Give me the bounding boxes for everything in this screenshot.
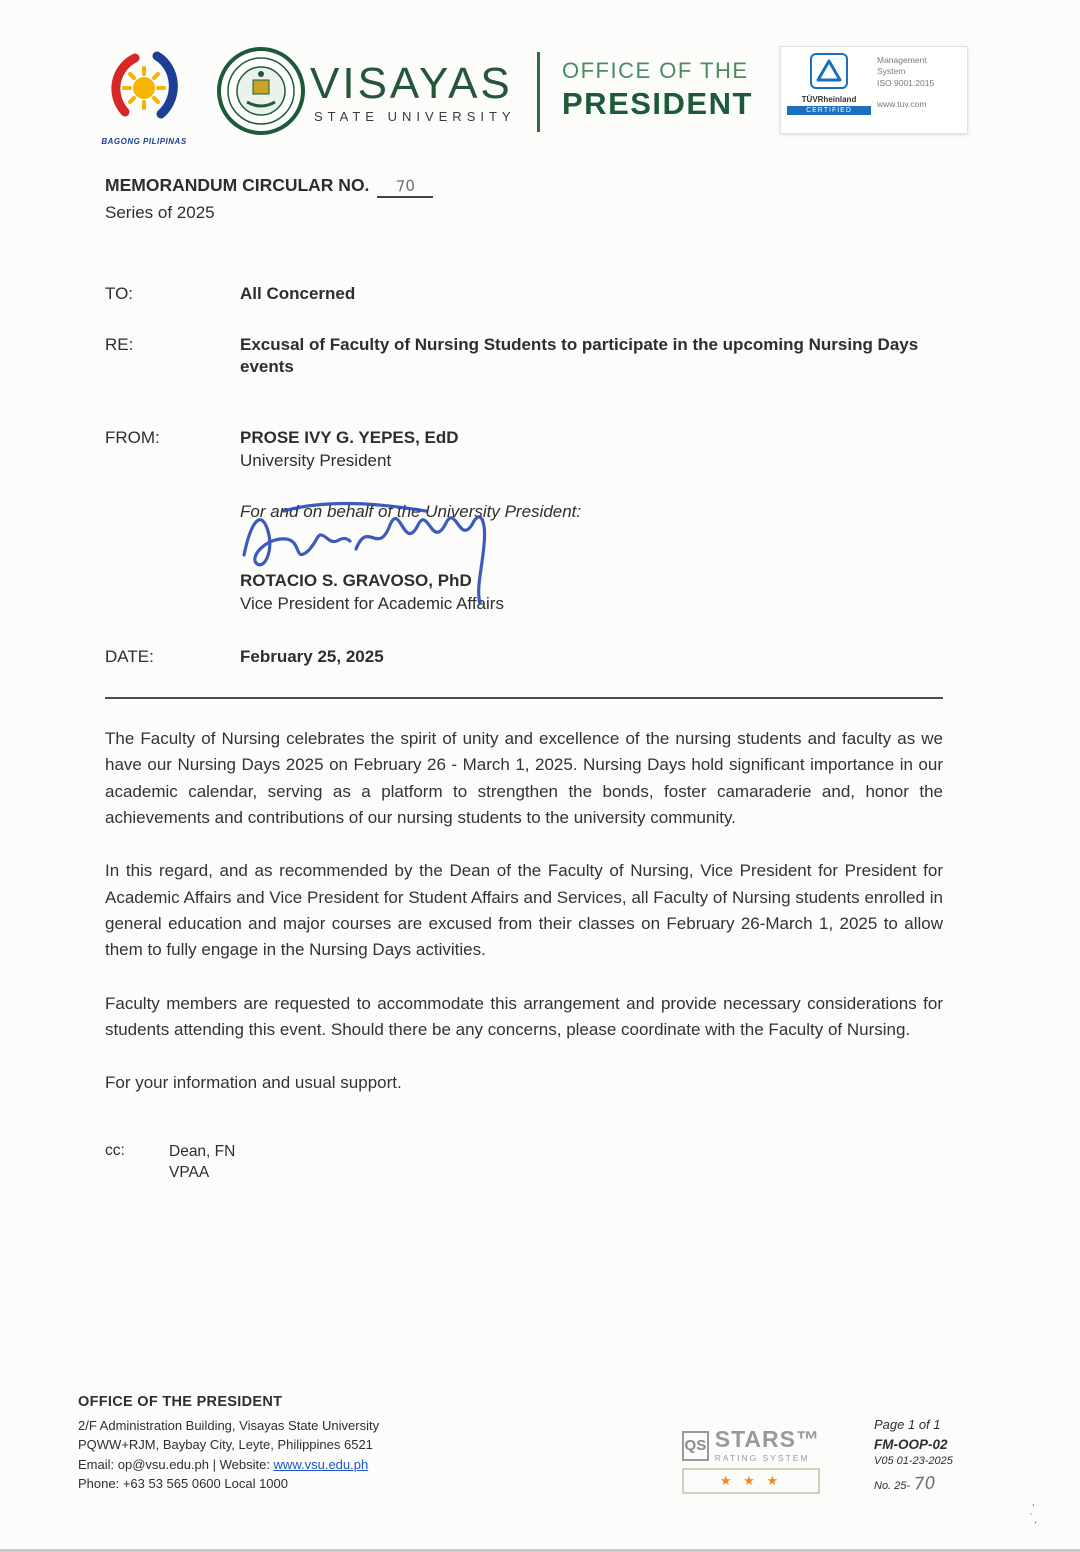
office-title-block [562,58,753,122]
to-value: All Concerned [240,283,356,303]
university-name: VISAYAS [310,59,513,108]
control-number-line [874,1472,953,1497]
office-line2: PRESIDENT [562,86,753,121]
control-number-label: No. 25- [874,1480,911,1493]
from-title: University President [240,451,392,471]
paragraph-3: Faculty members are requested to accommodate this arrangement and provide necessary considerations for students attending this event. Should there be any concerns, please coordinate with the Faculty of Nursing. [105,993,943,1040]
tuv-brand-label: TÜVRheinland [801,95,857,104]
tuv-url: www.tuv.com [877,99,927,110]
paragraph-4: For your information and usual support. [105,1073,402,1093]
circular-number-slot [377,172,433,198]
footer-contact-line [78,1455,379,1475]
from-label: FROM: [105,428,160,448]
form-code: FM-OOP-02 [874,1436,948,1452]
letterhead-divider [537,52,540,132]
cc-item-1: Dean, FN [169,1142,236,1160]
to-label: TO: [105,283,134,303]
footer-address-line1: 2/F Administration Building, Visayas State University [78,1417,380,1433]
control-number-value: 70 [913,1473,937,1495]
behalf-note: For and on behalf of the University President: [240,502,582,522]
cc-item-2: VPAA [169,1164,210,1182]
to-row [105,283,943,306]
from-row [105,427,943,473]
series-line: Series of 2025 [105,202,215,222]
office-line1: OFFICE OF THE [562,58,749,83]
tuv-mgmt-line1: Management [877,55,927,65]
cc-block [105,1141,943,1184]
memo-body [105,726,943,1097]
scan-artifact: · ˙. [1027,1497,1042,1527]
tuv-certified-label: CERTIFIED [787,106,871,115]
bagong-pilipinas-logo [92,50,196,146]
tuv-logo-block [787,53,871,127]
footer-office-title: OFFICE OF THE PRESIDENT [78,1394,283,1410]
re-value: Excusal of Faculty of Nursing Students to participate in the upcoming Nursing Days events [240,334,919,377]
re-row [105,334,943,380]
re-label: RE: [105,334,134,354]
cc-label: cc: [105,1141,125,1159]
qs-stars-badge [682,1428,820,1494]
signer-title: Vice President for Academic Affairs [240,594,504,614]
date-value: February 25, 2025 [240,647,384,667]
memo-heading [105,172,943,225]
tuv-mgmt-line2: System [877,66,906,77]
tuv-certification-badge [780,46,968,134]
form-version: V05 01-23-2025 [874,1455,953,1468]
qs-stars-icons: ★ ★ ★ [682,1468,820,1494]
footer-website-link[interactable]: www.vsu.edu.ph [273,1456,369,1472]
date-label: DATE: [105,647,154,667]
paragraph-1: The Faculty of Nursing celebrates the spirit of unity and excellence of the nursing students and faculty as we have our Nursing Days 2025 on February 26 - March 1, 2025. Nursing Days hold significant importance in our academic calendar, serving as a platform to strengthen the bonds, foster camaraderie and, honor the achievements and contributions of our nursing students to the university community. [105,729,943,828]
qs-logo-icon: QS [682,1431,709,1461]
signer-name: ROTACIO S. GRAVOSO, PhD [240,571,472,591]
memo-content [105,172,943,1184]
footer-address-block [78,1392,379,1494]
bagong-pilipinas-label: BAGONG PILIPINAS [101,137,187,146]
from-name: PROSE IVY G. YEPES, EdD [240,428,459,448]
page-number: Page 1 of 1 [874,1417,941,1432]
document-meta-block [874,1416,953,1497]
university-type: STATE UNIVERSITY [314,109,516,124]
vsu-seal-icon [216,46,306,136]
circular-label: MEMORANDUM CIRCULAR NO. [105,175,370,195]
tuv-iso-label: ISO 9001:2015 [877,77,935,88]
horizontal-rule [105,697,943,699]
qs-rating-system-label: RATING SYSTEM [714,1453,810,1463]
vsu-wordmark [310,59,516,124]
tuv-cert-details [871,53,961,127]
footer-contact-prefix: Email: op@vsu.edu.ph | Website: [78,1456,274,1472]
qs-stars-label: STARS™ [714,1426,820,1452]
bagong-pilipinas-icon [101,50,187,130]
tuv-triangle-icon [810,53,848,89]
signature-space [240,524,943,570]
footer-address-line2: PQWW+RJM, Baybay City, Leyte, Philippines 6521 [78,1437,373,1453]
letterhead [0,0,1080,170]
date-row [105,646,943,669]
paragraph-2: In this regard, and as recommended by the Dean of the Faculty of Nursing, Vice President for President for Academic Affairs and Vice President for Student Affairs and Services, all Faculty of Nursing students enrolled in general education and major courses are excused from their classes on February 26-March 1, 2025 to allow them to fully engage in the Nursing Days activities. [105,861,943,960]
footer-phone: Phone: +63 53 565 0600 Local 1000 [78,1476,288,1492]
circular-number: 70 [395,176,416,196]
signature-block [240,501,943,616]
